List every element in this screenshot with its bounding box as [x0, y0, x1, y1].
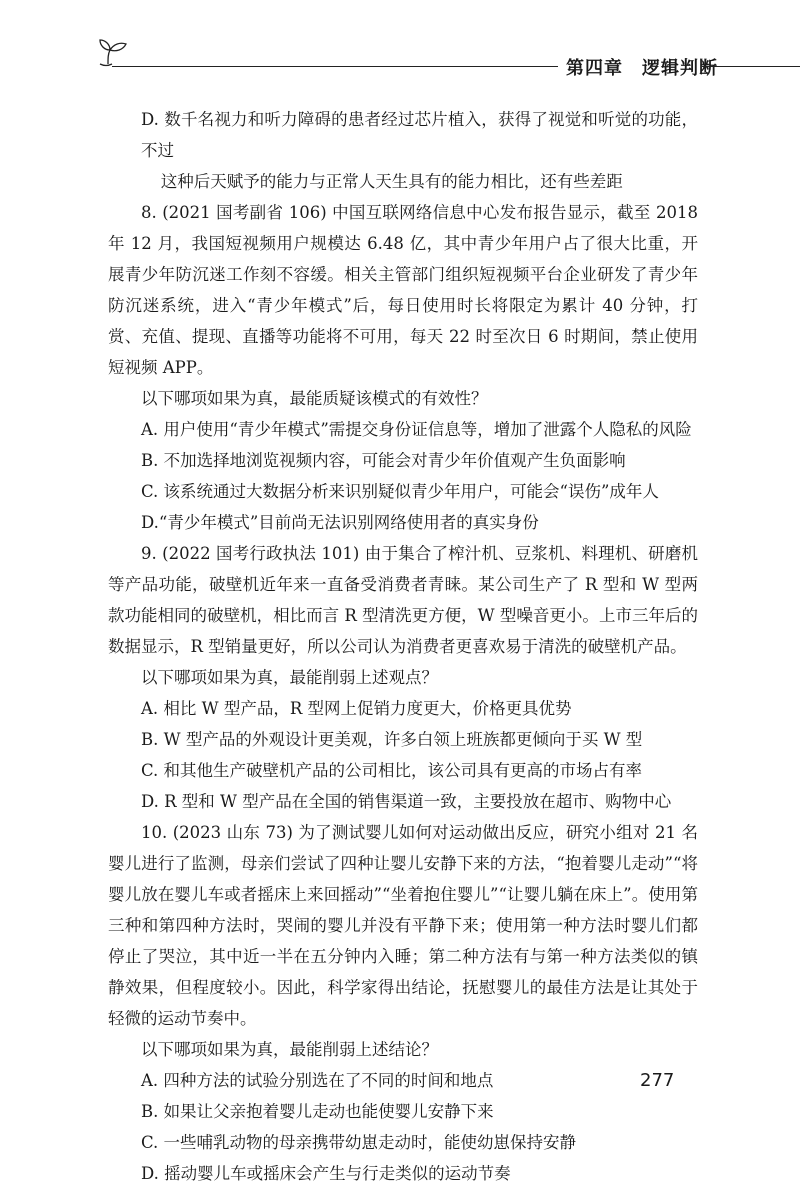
- answer-option: C. 该系统通过大数据分析来识别疑似青少年用户，可能会“误伤”成年人: [141, 482, 659, 501]
- answer-option: D. R 型和 W 型产品在全国的销售渠道一致，主要投放在超市、购物中心: [141, 792, 672, 811]
- answer-option: C. 和其他生产破壁机产品的公司相比，该公司具有更高的市场占有率: [141, 761, 643, 780]
- sprout-icon: [96, 36, 132, 68]
- answer-option: D. 摇动婴儿车或摇床会产生与行走类似的运动节奏: [141, 1164, 511, 1183]
- answer-option: C. 一些哺乳动物的母亲携带幼崽走动时，能使幼崽保持安静: [141, 1133, 577, 1152]
- answer-option: B. W 型产品的外观设计更美观，许多白领上班族都更倾向于买 W 型: [141, 730, 643, 749]
- paragraph: 以下哪项如果为真，最能质疑该模式的有效性？: [141, 389, 488, 408]
- paragraph: 8. (2021 国考副省 106) 中国互联网络信息中心发布报告显示，截至 2018 年 12 月，我国短视频用户规模达 6.48 亿，其中青少年用户占了很大比重，开展青少年防沉迷工作刻不容缓。相关主管部门组织短视频平台企业研发了青少年防沉迷系统，进入“青少年模式”后，每日使用时长将限定为累计 40 分钟，打赏、充值、提现、直播等功能将不可用，每天 22 时至次日 6 时期间，禁止使用短视频 APP。: [108, 203, 698, 377]
- question-content: [108, 104, 698, 1189]
- paragraph: 9. (2022 国考行政执法 101) 由于集合了榨汁机、豆浆机、料理机、研磨机等产品功能，破壁机近年来一直备受消费者青睐。某公司生产了 R 型和 W 型两款功能相同的破壁机，相比而言 R 型清洗更方便，W 型噪音更小。上市三年后的数据显示，R 型销量更好，所以公司认为消费者更喜欢易于清洗的破壁机产品。: [108, 544, 698, 656]
- answer-option: A. 相比 W 型产品，R 型网上促销力度更大，价格更具优势: [141, 699, 572, 718]
- answer-option: A. 用户使用“青少年模式”需提交身份证信息等，增加了泄露个人隐私的风险: [141, 420, 692, 439]
- paragraph: 以下哪项如果为真，最能削弱上述结论？: [141, 1040, 438, 1059]
- answer-option: D.“青少年模式”目前尚无法识别网络使用者的真实身份: [141, 513, 539, 532]
- answer-option: B. 如果让父亲抱着婴儿走动也能使婴儿安静下来: [141, 1102, 494, 1121]
- option-continuation: 这种后天赋予的能力与正常人天生具有的能力相比，还有些差距: [160, 172, 623, 191]
- header-rule-left: [112, 66, 558, 67]
- answer-option: B. 不加选择地浏览视频内容，可能会对青少年价值观产生负面影响: [141, 451, 626, 470]
- answer-option: A. 四种方法的试验分别选在了不同的时间和地点: [141, 1071, 494, 1090]
- paragraph: 10. (2023 山东 73) 为了测试婴儿如何对运动做出反应，研究小组对 21 名婴儿进行了监测，母亲们尝试了四种让婴儿安静下来的方法，“抱着婴儿走动”“将婴儿放在婴儿车或者摇床上来回摇动”“坐着抱住婴儿”“让婴儿躺在床上”。使用第三种和第四种方法时，哭闹的婴儿并没有平静下来；使用第一种方法时婴儿们都停止了哭泣，其中近一半在五分钟内入睡；第二种方法有与第一种方法类似的镇静效果，但程度较小。因此，科学家得出结论，抚慰婴儿的最佳方法是让其处于轻微的运动节奏中。: [108, 823, 698, 1028]
- page-number: 277: [640, 1070, 675, 1091]
- header-rule-right: [702, 66, 800, 67]
- paragraph: 以下哪项如果为真，最能削弱上述观点？: [141, 668, 438, 687]
- chapter-title: 第四章 逻辑判断: [566, 58, 718, 79]
- page-header: [96, 36, 718, 79]
- answer-option: D. 数千名视力和听力障碍的患者经过芯片植入，获得了视觉和听觉的功能，不过: [141, 110, 698, 160]
